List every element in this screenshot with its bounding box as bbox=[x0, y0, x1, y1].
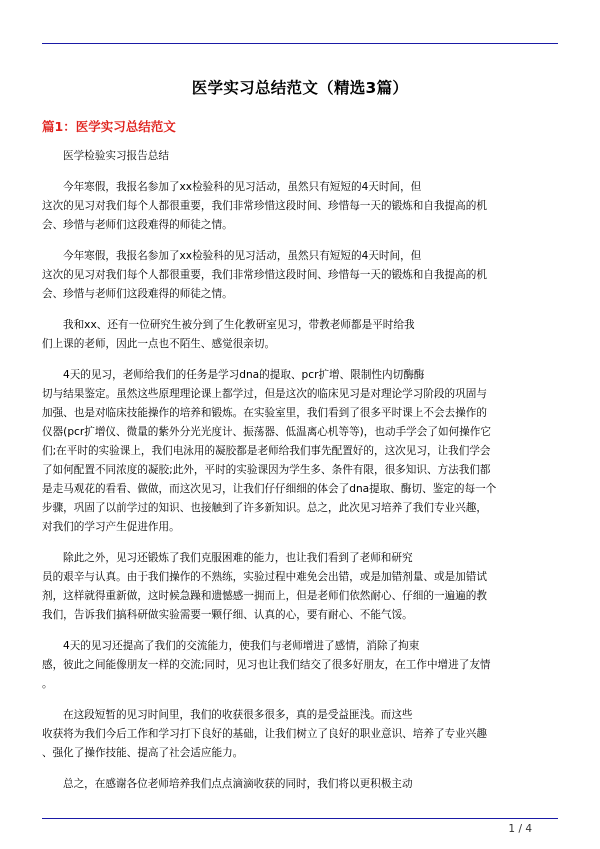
text-line: 切与结果鉴定。虽然这些原理理论课上都学过，但是这次的临床见习是对理论学习阶段的巩固与 bbox=[42, 388, 487, 400]
paragraph bbox=[42, 366, 562, 537]
text-line: 、强化了操作技能、提高了社会适应能力。 bbox=[42, 747, 244, 759]
text-line: 了如何配置不同浓度的凝胶;此外，平时的实验课因为学生多、条件有限，很多知识、方法我们都 bbox=[42, 464, 491, 476]
text-line: 我们，告诉我们搞科研做实验需要一颗仔细、认真的心，要有耐心、不能气馁。 bbox=[42, 609, 413, 621]
header-rule bbox=[42, 43, 558, 44]
text-line: 会、珍惜与老师们这段难得的师徒之情。 bbox=[42, 288, 233, 300]
text-line: 医学检验实习报告总结 bbox=[63, 150, 169, 162]
document-title: 医学实习总结范文（精选3篇） bbox=[191, 79, 409, 97]
text-line: 感，彼此之间能像朋友一样的交流;同时，见习也让我们结交了很多好朋友，在工作中增进了友情 bbox=[42, 659, 491, 671]
section-heading: 篇1：医学实习总结范文 bbox=[42, 119, 176, 134]
text-line: 除此之外，见习还锻炼了我们克服困难的能力，也让我们看到了老师和研究 bbox=[63, 552, 413, 564]
text-line: 对我们的学习产生促进作用。 bbox=[42, 521, 180, 533]
text-line: 总之，在感谢各位老师培养我们点点滴滴收获的同时，我们将以更积极主动 bbox=[63, 778, 413, 790]
text-line: 是走马观花的看看、做做，而这次见习，让我们仔仔细细的体会了dna提取、酶切、鉴定的每一个 bbox=[42, 483, 497, 495]
text-line: 会、珍惜与老师们这段难得的师徒之情。 bbox=[42, 219, 233, 231]
text-line: 4天的见习，老师给我们的任务是学习dna的提取、pcr扩增、限制性内切酶酶 bbox=[63, 369, 425, 381]
text-line: 步骤，巩固了以前学过的知识、也接触到了许多新知识。总之，此次见习培养了我们专业兴趣， bbox=[42, 502, 487, 514]
text-line: 今年寒假，我报名参加了xx检验科的见习活动，虽然只有短短的4天时间，但 bbox=[63, 250, 422, 262]
text-line: 这次的见习对我们每个人都很重要，我们非常珍惜这段时间、珍惜每一天的锻炼和自我提高的机 bbox=[42, 200, 487, 212]
paragraph bbox=[42, 637, 562, 694]
paragraph bbox=[42, 549, 562, 625]
footer-rule bbox=[42, 818, 558, 819]
page-indicator: 1 / 4 bbox=[508, 823, 532, 835]
text-line: 收获将为我们今后工作和学习打下良好的基础，让我们树立了良好的职业意识、培养了专业兴趣 bbox=[42, 728, 487, 740]
text-line: 。 bbox=[42, 678, 53, 690]
document-body bbox=[42, 147, 562, 806]
paragraph bbox=[42, 178, 562, 235]
text-line: 仪器(pcr扩增仪、微量的紫外分光光度计、振荡器、低温离心机等等)，也动手学会了如何操作它 bbox=[42, 426, 491, 438]
paragraph bbox=[42, 147, 562, 166]
paragraph bbox=[42, 706, 562, 763]
text-line: 这次的见习对我们每个人都很重要，我们非常珍惜这段时间、珍惜每一天的锻炼和自我提高的机 bbox=[42, 269, 487, 281]
text-line: 们上课的老师，因此一点也不陌生、感觉很亲切。 bbox=[42, 338, 276, 350]
paragraph bbox=[42, 775, 562, 794]
text-line: 4天的见习还提高了我们的交流能力，使我们与老师增进了感情，消除了拘束 bbox=[63, 640, 420, 652]
paragraph bbox=[42, 247, 562, 304]
paragraph bbox=[42, 316, 562, 354]
text-line: 在这段短暂的见习时间里，我们的收获很多很多，真的是受益匪浅。而这些 bbox=[63, 709, 413, 721]
text-line: 加强、也是对临床技能操作的培养和锻炼。在实验室里，我们看到了很多平时课上不会去操作的 bbox=[42, 407, 487, 419]
text-line: 我和xx、还有一位研究生被分到了生化教研室见习，带教老师都是平时给我 bbox=[63, 319, 415, 331]
text-line: 今年寒假，我报名参加了xx检验科的见习活动，虽然只有短短的4天时间，但 bbox=[63, 181, 422, 193]
text-line: 剂，这样就得重新做，这时候急躁和遗憾感一拥而上，但是老师们依然耐心、仔细的一遍遍的教 bbox=[42, 590, 487, 602]
text-line: 们;在平时的实验课上，我们电泳用的凝胶都是老师给我们事先配置好的，这次见习，让我们学会 bbox=[42, 445, 491, 457]
text-line: 员的艰辛与认真。由于我们操作的不熟练，实验过程中难免会出错，或是加错剂量、或是加错试 bbox=[42, 571, 487, 583]
